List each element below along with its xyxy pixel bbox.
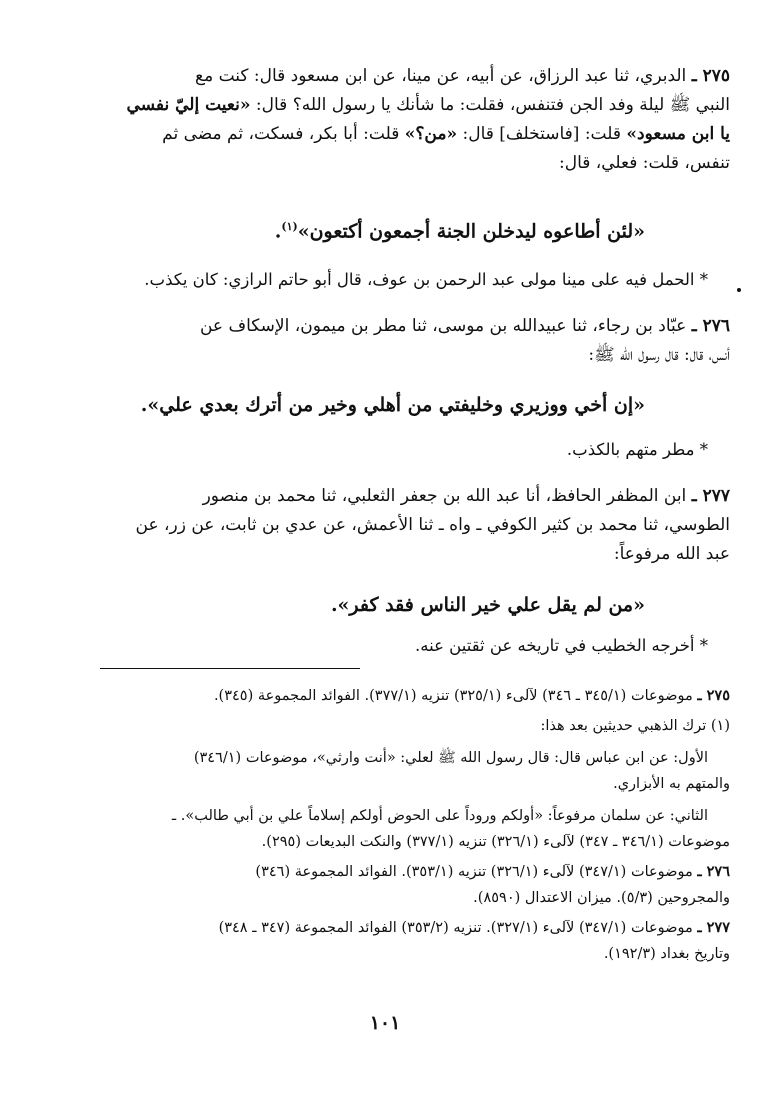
text-line: قلت: [فاستخلف] قال: xyxy=(462,124,621,144)
footnote-text: والمجروحين (٥/٣). ميزان الاعتدال (٨٥٩٠). xyxy=(473,890,730,906)
footnote-text: (١) ترك الذهبي حديثين بعد هذا: xyxy=(540,718,730,734)
text-line: قلت: أبا بكر، فسكت، ثم مضى ثم xyxy=(162,124,400,144)
text-line: عبد الله مرفوعاً: xyxy=(613,544,730,564)
footnote-number: ٢٧٦ ـ xyxy=(697,863,730,880)
footnote-number: ٢٧٧ ـ xyxy=(697,919,730,936)
stray-mark xyxy=(737,288,741,292)
text-line: الدبري، ثنا عبد الرزاق، عن أبيه، عن مينا، عن ابن مسعود قال: كنت مع xyxy=(195,66,687,86)
hadith-275-text: «لئن أطاعوه ليدخلن الجنة أجمعون أكتعون»$^{(١)}$. xyxy=(274,220,645,243)
footnote-text: والمتهم به الأبزاري. xyxy=(613,776,730,792)
quote-fragment: يا ابن مسعود» xyxy=(626,124,730,144)
footnotes xyxy=(100,683,730,967)
hadith-275-note xyxy=(100,266,730,294)
text-line: تنفس، قلت: فعلي، قال: xyxy=(558,153,730,173)
text-line: الطوسي، ثنا محمد بن كثير الكوفي ـ واه ـ ثنا الأعمش، عن عدي بن ثابت، عن زر، عن xyxy=(135,515,730,535)
text-line: عبّاد بن رجاء، ثنا عبيدالله بن موسى، ثنا مطر بن ميمون، الإسكاف عن xyxy=(199,316,687,336)
hadith-275-chain xyxy=(100,62,730,178)
hadith-276-text xyxy=(100,390,730,420)
footnote-number: ٢٧٥ ـ xyxy=(697,687,730,704)
hadith-277-note xyxy=(100,632,730,660)
quote-fragment: «من؟» xyxy=(404,124,458,144)
text-line: النبي ﷺ ليلة وفد الجن فتنفس، فقلت: ما شأنك يا رسول الله؟ قال: xyxy=(255,95,730,115)
footnote-text: موضوعات (٣٤٧/١) لآلىء (٣٢٦/١) تنزيه (٣٥٣/١). الفوائد المجموعة (٣٤٦) xyxy=(255,864,693,880)
hadith-number: ٢٧٦ ـ xyxy=(691,316,730,336)
grading-note: * الحمل فيه على مينا مولى عبد الرحمن بن عوف، قال أبو حاتم الرازي: كان يكذب. xyxy=(144,270,708,289)
footnote-text: وتاريخ بغداد (١٩٢/٣). xyxy=(603,946,730,962)
page-number: ١٠١ xyxy=(369,1012,401,1034)
footnote-divider xyxy=(100,668,360,669)
footnote-ref: (١) xyxy=(281,220,298,233)
text-line: ابن المظفر الحافظ، أنا عبد الله بن جعفر الثعلبي، ثنا محمد بن منصور xyxy=(202,486,687,506)
hadith-276-note xyxy=(100,436,730,464)
hadith-277-chain xyxy=(100,482,730,569)
hadith-276-chain xyxy=(100,312,730,370)
hadith-quote: «إن أخي ووزيري وخليفتي من أهلي وخير من أترك بعدي علي». xyxy=(140,394,645,416)
grading-note: * مطر متهم بالكذب. xyxy=(566,440,708,459)
footnote-text: الثاني: عن سلمان مرفوعاً: «أولكم وروداً على الحوض أولكم إسلاماً علي بن أبي طالب». ـ xyxy=(171,808,708,824)
footnote-text: الأول: عن ابن عباس قال: قال رسول الله ﷺ لعلي: «أنت وارثي»، موضوعات (٣٤٦/١) xyxy=(193,750,708,766)
hadith-number: ٢٧٥ ـ xyxy=(691,66,730,86)
footnote-text: موضوعات (٣٤٦/١ ـ ٣٤٧) لآلىء (٣٢٦/١) تنزيه (٣٧٧/١) والنكت البديعات (٢٩٥). xyxy=(261,834,730,850)
hadith-number: ٢٧٧ ـ xyxy=(691,486,730,506)
text-line: أنس، قال: قال رسول الله ﷺ: xyxy=(588,345,730,365)
footnote-text: موضوعات (٣٤٧/١) لآلىء (٣٢٧/١). تنزيه (٣٥٣/٢) الفوائد المجموعة (٣٤٧ ـ ٣٤٨) xyxy=(218,920,693,936)
grading-note: * أخرجه الخطيب في تاريخه عن ثقتين عنه. xyxy=(415,636,708,655)
hadith-quote: «لئن أطاعوه ليدخلن الجنة أجمعون أكتعون» xyxy=(297,220,645,243)
quote-fragment: «نعيت إليّ نفسي xyxy=(126,95,251,115)
footnote-text: موضوعات (٣٤٥/١ ـ ٣٤٦) لآلىء (٣٢٥/١) تنزيه (٣٧٧/١). الفوائد المجموعة (٣٤٥). xyxy=(213,688,693,704)
hadith-quote: «من لم يقل علي خير الناس فقد كفر». xyxy=(330,594,645,616)
hadith-277-text xyxy=(100,590,730,620)
